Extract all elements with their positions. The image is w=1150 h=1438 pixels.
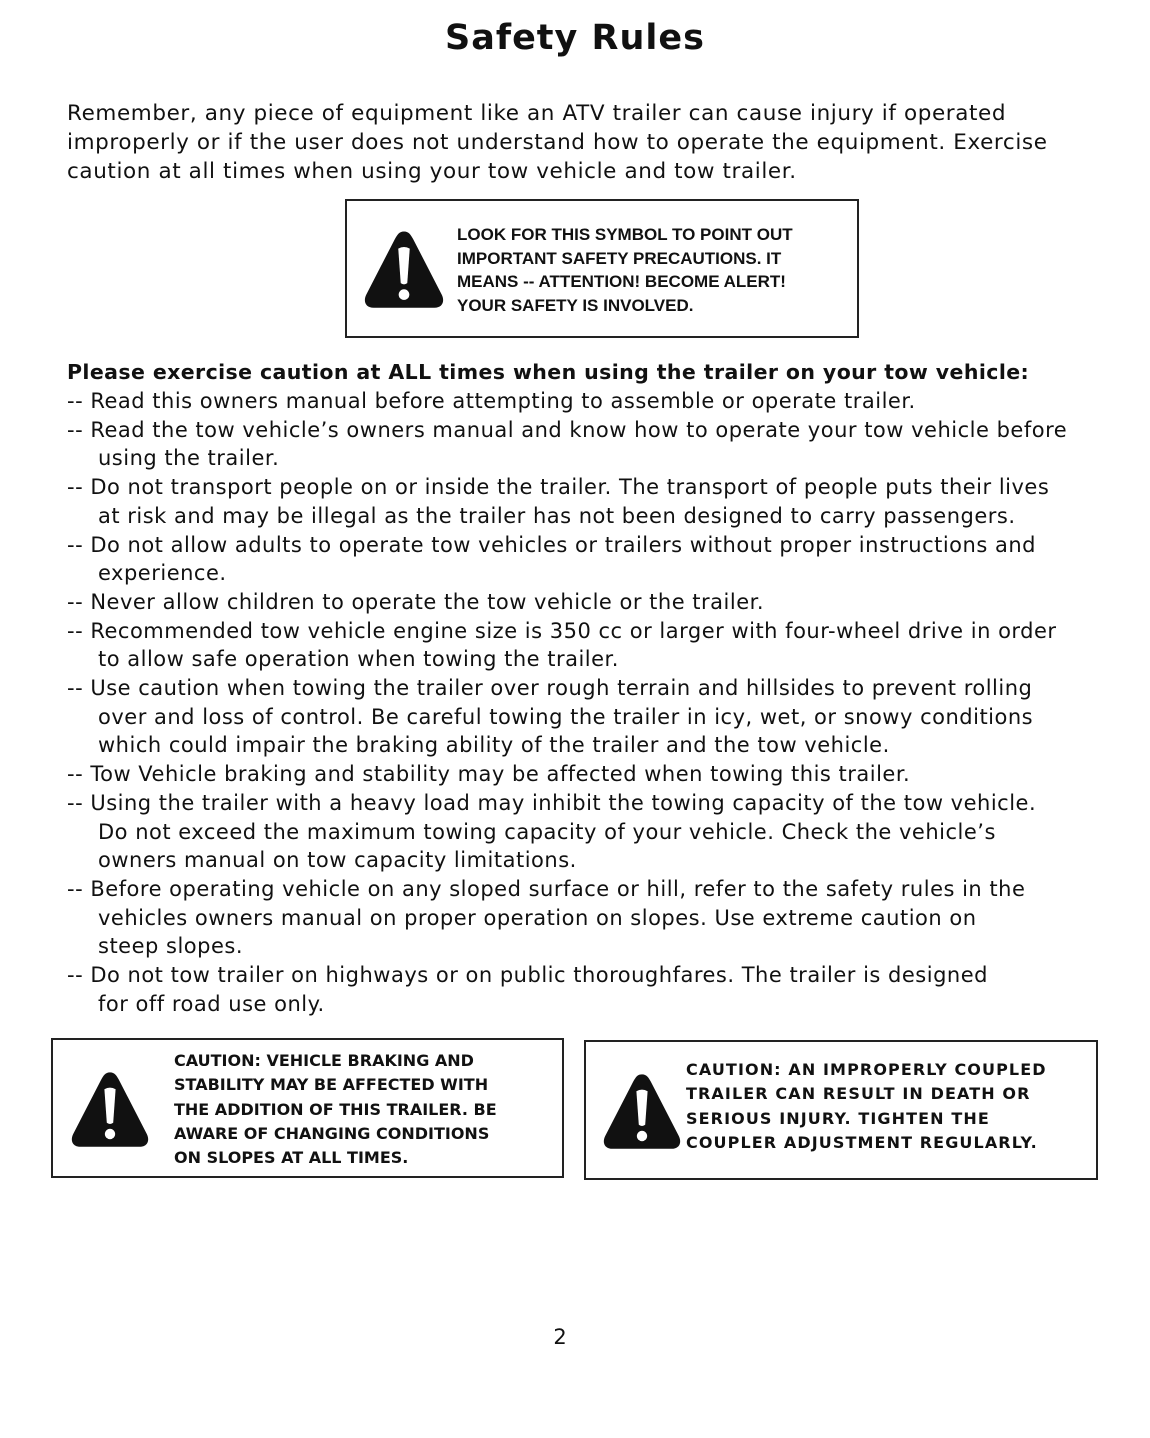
warning-triangle-icon	[362, 229, 446, 311]
rule-line: using the trailer.	[98, 446, 280, 471]
rule-line: Do not exceed the maximum towing capacity of your vehicle. Check the vehicle’s	[98, 819, 996, 844]
intro-paragraph	[67, 99, 1127, 186]
caution-line: CAUTION: AN IMPROPERLY COUPLED	[686, 1060, 1047, 1079]
rule-line: to allow safe operation when towing the trailer.	[98, 647, 619, 672]
rule-item	[67, 789, 1142, 875]
rule-line: -- Using the trailer with a heavy load may inhibit the towing capacity of the tow vehicle.	[67, 790, 1037, 815]
rule-line: -- Recommended tow vehicle engine size is 350 cc or larger with four-wheel drive in order	[67, 618, 1057, 643]
rule-line: steep slopes.	[98, 934, 244, 959]
caution-line: THE ADDITION OF THIS TRAILER. BE	[174, 1099, 497, 1119]
rule-line: -- Do not allow adults to operate tow vehicles or trailers without proper instructions and	[67, 532, 1036, 557]
rule-line: -- Use caution when towing the trailer over rough terrain and hillsides to prevent rolling	[67, 676, 1033, 701]
rule-line: -- Do not tow trailer on highways or on public thoroughfares. The trailer is designed	[67, 963, 988, 988]
caution-line: CAUTION: VEHICLE BRAKING AND	[174, 1051, 474, 1070]
warning-triangle-icon	[600, 1072, 684, 1152]
rule-line: which could impair the braking ability of the trailer and the tow vehicle.	[98, 733, 890, 758]
rule-item	[67, 531, 1142, 588]
rule-line: -- Do not transport people on or inside the trailer. The transport of people puts their lives	[67, 475, 1050, 500]
intro-line: Remember, any piece of equipment like an ATV trailer can cause injury if operated	[67, 101, 1007, 126]
rule-line: -- Before operating vehicle on any sloped surface or hill, refer to the safety rules in the	[67, 876, 1026, 901]
caution-braking-box	[51, 1038, 564, 1178]
intro-line: caution at all times when using your tow vehicle and tow trailer.	[67, 159, 797, 184]
warning-triangle-icon	[68, 1070, 152, 1150]
rule-line: -- Read this owners manual before attempting to assemble or operate trailer.	[67, 389, 916, 413]
caution-line: AWARE OF CHANGING CONDITIONS	[174, 1123, 490, 1143]
rule-item	[67, 387, 1142, 416]
rule-item	[67, 416, 1142, 473]
intro-line: improperly or if the user does not understand how to operate the equipment. Exercise	[67, 130, 1048, 155]
rule-item	[67, 588, 1142, 617]
rule-line: -- Never allow children to operate the tow vehicle or the trailer.	[67, 589, 765, 614]
notice-line: MEANS -- ATTENTION! BECOME ALERT!	[457, 272, 786, 291]
page-title: Safety Rules	[445, 18, 705, 58]
caution-line: TRAILER CAN RESULT IN DEATH OR	[686, 1084, 1031, 1104]
safety-symbol-notice	[345, 199, 859, 338]
notice-line: LOOK FOR THIS SYMBOL TO POINT OUT	[457, 225, 793, 244]
rule-item	[67, 961, 1142, 1018]
rule-line: for off road use only.	[98, 991, 325, 1016]
rule-item	[67, 473, 1142, 530]
notice-line: YOUR SAFETY IS INVOLVED.	[457, 295, 694, 315]
caution-coupler-box	[584, 1040, 1098, 1180]
rule-line: vehicles owners manual on proper operation on slopes. Use extreme caution on	[98, 905, 977, 930]
rule-line: owners manual on tow capacity limitations.	[98, 848, 577, 873]
rule-item	[67, 674, 1142, 760]
caution-coupler-text	[686, 1058, 1047, 1155]
caution-line: COUPLER ADJUSTMENT REGULARLY.	[686, 1132, 1038, 1152]
rule-line: at risk and may be illegal as the trailer has not been designed to carry passengers.	[98, 503, 1016, 528]
safety-rules-list	[67, 387, 1142, 1018]
rule-item	[67, 617, 1142, 674]
safety-symbol-text	[457, 223, 793, 317]
rule-line: over and loss of control. Be careful towing the trailer in icy, wet, or snowy conditions	[98, 704, 1034, 729]
rule-item	[67, 760, 1142, 789]
rule-item	[67, 875, 1142, 961]
rule-line: -- Tow Vehicle braking and stability may be affected when towing this trailer.	[67, 762, 911, 787]
rule-line: -- Read the tow vehicle’s owners manual and know how to operate your tow vehicle before	[67, 417, 1068, 442]
notice-line: IMPORTANT SAFETY PRECAUTIONS. IT	[457, 248, 782, 268]
caution-line: ON SLOPES AT ALL TIMES.	[174, 1148, 409, 1168]
caution-braking-text	[174, 1049, 497, 1170]
rule-line: experience.	[98, 561, 227, 586]
rules-heading: Please exercise caution at ALL times when using the trailer on your tow vehicle:	[67, 360, 1030, 384]
caution-line: SERIOUS INJURY. TIGHTEN THE	[686, 1108, 990, 1128]
page-number: 2	[553, 1325, 567, 1349]
caution-line: STABILITY MAY BE AFFECTED WITH	[174, 1075, 489, 1095]
